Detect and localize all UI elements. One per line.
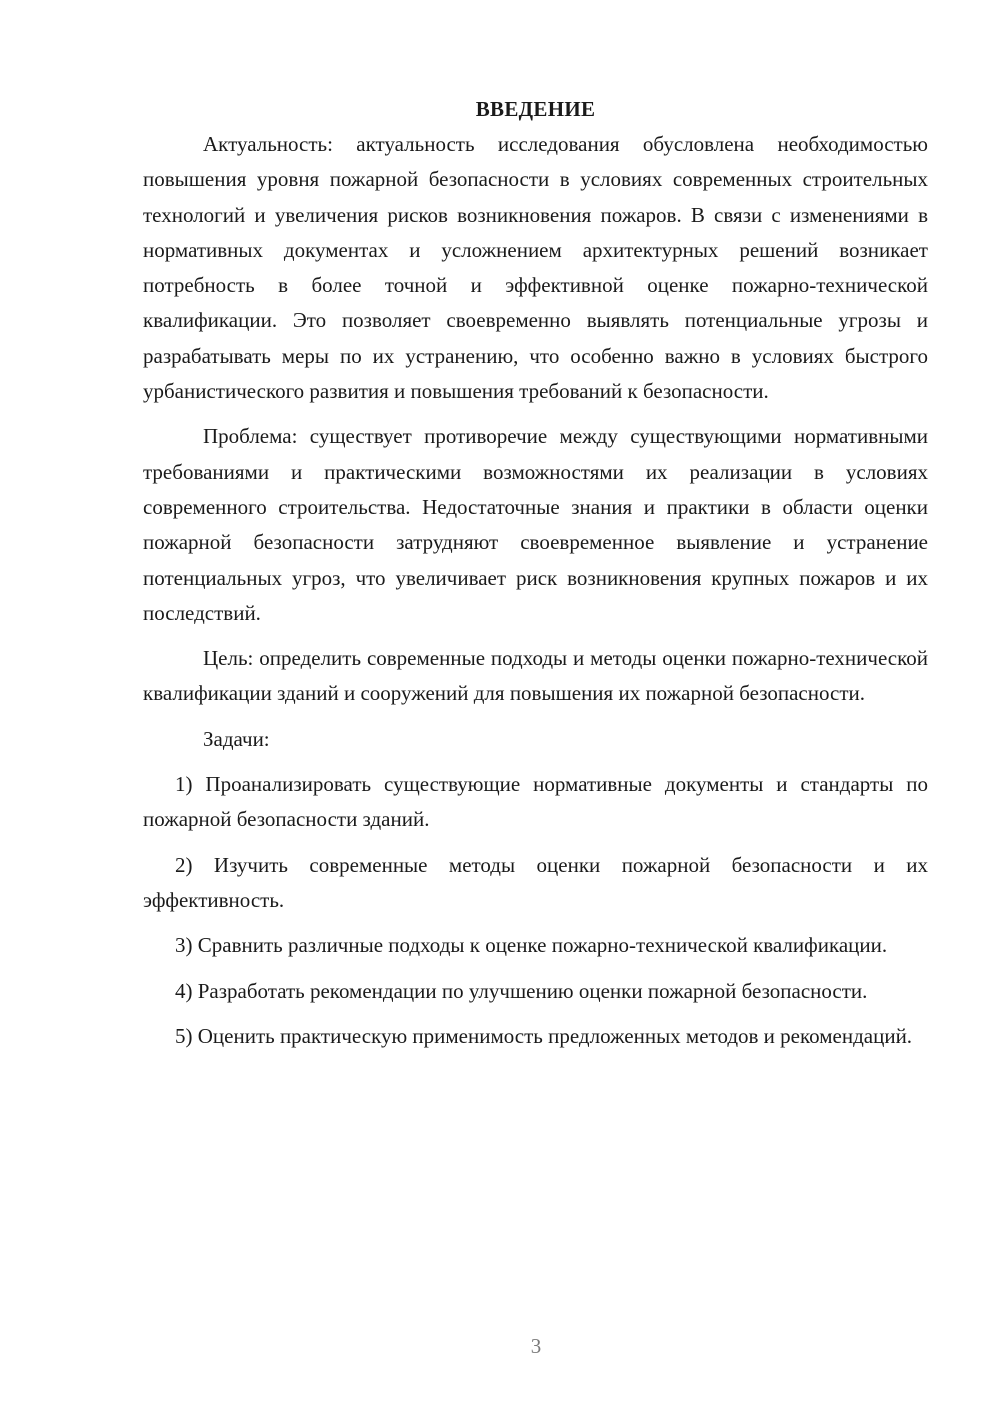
problem-paragraph: Проблема: существует противоречие между существующими нормативными требованиями и практическими возможностями их реализации в условиях современного строительства. Недостаточные знания и практики в области оценки пожарной безопасности затрудняют своевременное выявление и устранение потенциальных угроз, что увеличивает риск возникновения крупных пожаров и их последствий.: [143, 424, 928, 625]
section-heading: ВВЕДЕНИЕ: [475, 97, 596, 121]
page-body: [143, 92, 928, 1054]
tasks-label: Задачи:: [203, 726, 270, 751]
task-item-4: 4) Разработать рекомендации по улучшению оценки пожарной безопасности.: [175, 978, 868, 1003]
tasks-list: [143, 767, 928, 1054]
goal-paragraph: Цель: определить современные подходы и методы оценки пожарно-технической квалификации зданий и сооружений для повышения их пожарной безопасности.: [143, 646, 928, 706]
task-item-1: 1) Проанализировать существующие нормативные документы и стандарты по пожарной безопасности зданий.: [143, 772, 928, 832]
relevance-paragraph: Актуальность: актуальность исследования обусловлена необходимостью повышения уровня пожарной безопасности в условиях современных строительных технологий и увеличения рисков возникновения пожаров. В связи с изменениями в нормативных документах и усложнением архитектурных решений возникает потребность в более точной и эффективной оценке пожарно-технической квалификации. Это позволяет своевременно выявлять потенциальные угрозы и разрабатывать меры по их устранению, что особенно важно в условиях быстрого урбанистического развития и повышения требований к безопасности.: [143, 132, 928, 404]
task-item-2: 2) Изучить современные методы оценки пожарной безопасности и их эффективность.: [143, 852, 928, 912]
task-item-3: 3) Сравнить различные подходы к оценке пожарно-технической квалификации.: [175, 933, 888, 958]
page-number: 3: [530, 1334, 542, 1358]
task-item-5: 5) Оценить практическую применимость предложенных методов и рекомендаций.: [175, 1023, 913, 1048]
